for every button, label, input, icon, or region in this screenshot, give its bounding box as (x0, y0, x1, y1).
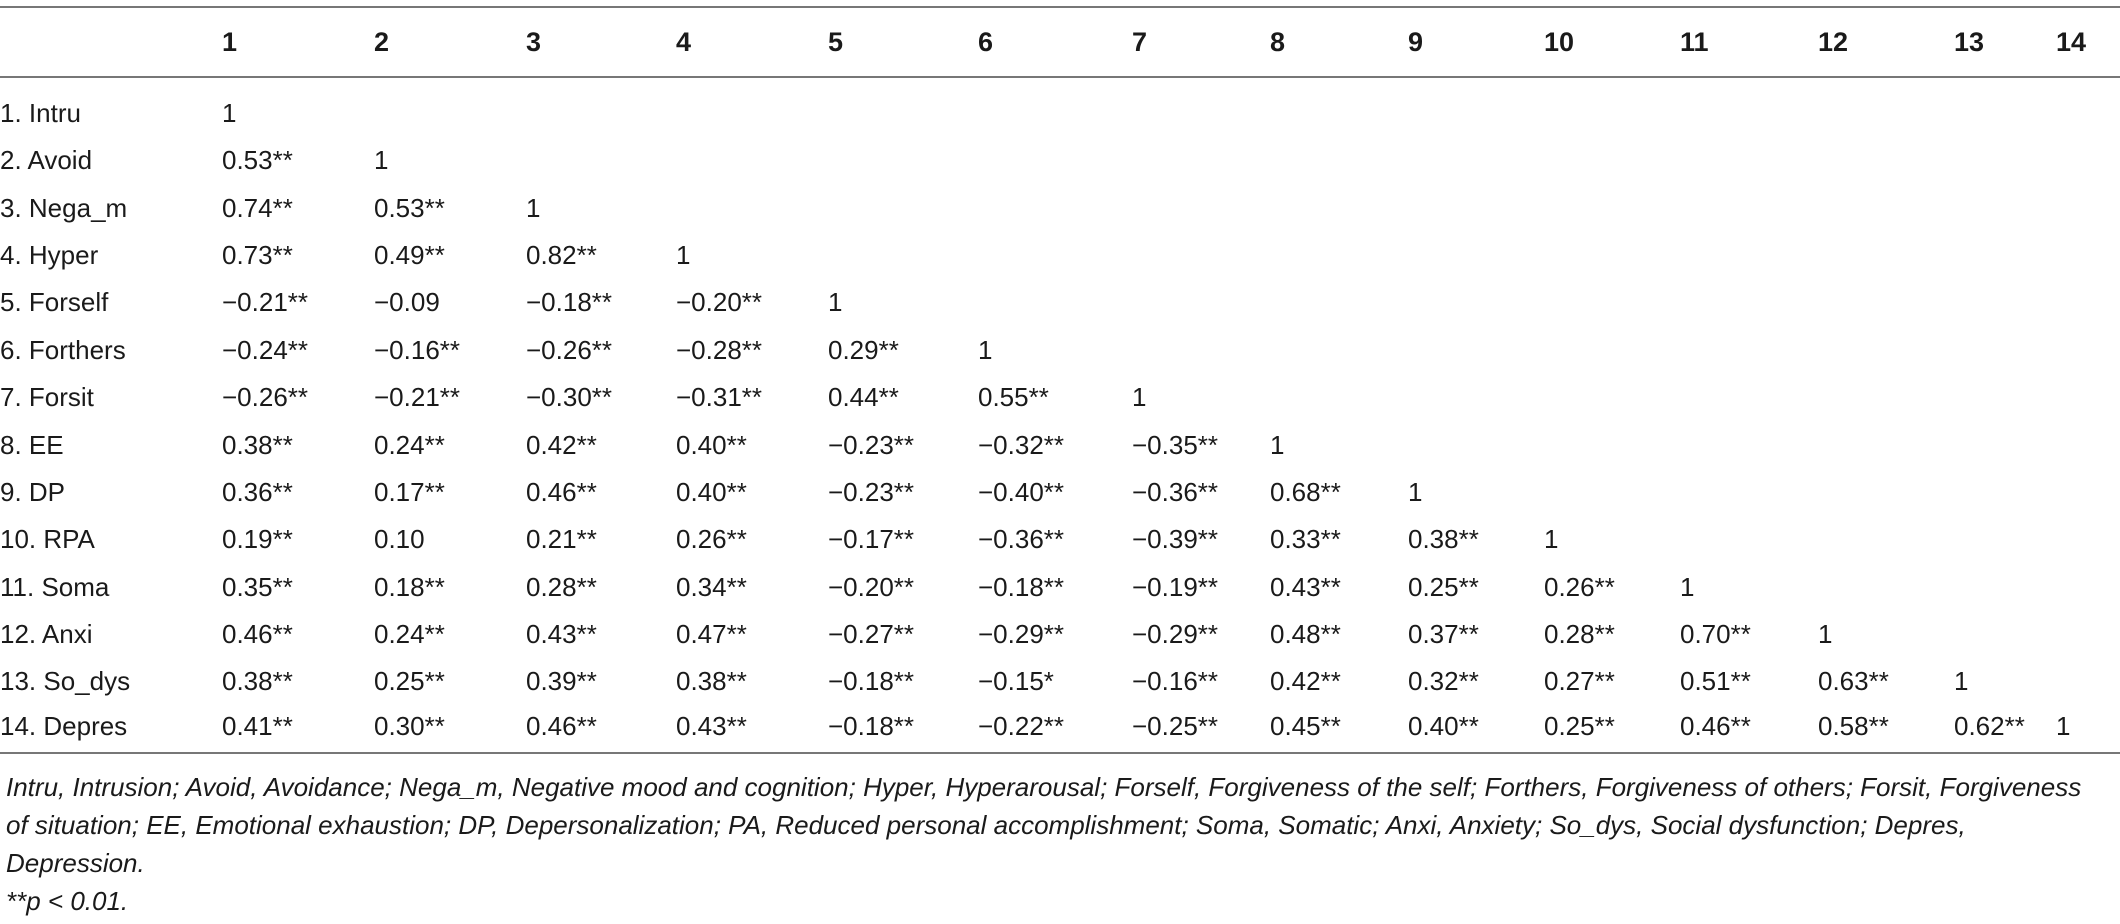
table-cell: 0.38** (676, 666, 747, 697)
table-cell: −0.18** (828, 706, 978, 753)
row-label: 6. Forthers (0, 334, 126, 365)
empty-cell (1818, 327, 1954, 374)
empty-cell (2056, 77, 2120, 137)
empty-cell (1544, 184, 1680, 231)
empty-cell (1954, 421, 2056, 468)
table-cell: 0.44** (828, 382, 899, 413)
table-cell: −0.16** (374, 334, 461, 365)
table-cell: −0.19** (1132, 571, 1219, 602)
table-cell: −0.21** (374, 382, 461, 413)
empty-cell (978, 279, 1132, 326)
empty-cell (1680, 469, 1818, 516)
empty-cell (1680, 184, 1818, 231)
correlation-table (0, 6, 2120, 754)
empty-cell (1270, 327, 1408, 374)
column-header-7: 7 (1132, 7, 1270, 77)
table-cell: 0.48** (1270, 619, 1341, 650)
empty-cell (1408, 327, 1544, 374)
table-cell: 0.40** (676, 476, 747, 507)
empty-cell (1544, 77, 1680, 137)
row-label: 2. Avoid (0, 145, 93, 176)
empty-cell (2056, 232, 2120, 279)
empty-cell (1680, 77, 1818, 137)
table-cell: −0.26** (222, 382, 309, 413)
empty-cell (1954, 77, 2056, 137)
table-cell: 0.17** (374, 476, 445, 507)
table-cell: −0.29** (978, 619, 1065, 650)
empty-cell (2056, 421, 2120, 468)
table-cell: 0.26** (1544, 571, 1615, 602)
empty-cell (1132, 327, 1270, 374)
empty-cell (1132, 184, 1270, 231)
empty-cell (1680, 137, 1818, 184)
table-cell: −0.39** (1132, 524, 1219, 555)
empty-cell (526, 77, 676, 137)
table-cell: 0.10 (374, 524, 425, 555)
empty-cell (1408, 421, 1544, 468)
column-header-4: 4 (676, 7, 828, 77)
table-row (0, 374, 2120, 421)
empty-cell (2056, 327, 2120, 374)
table-cell: 1 (1270, 429, 1285, 460)
empty-cell (1954, 279, 2056, 326)
table-cell: 0.39** (526, 666, 597, 697)
column-header-10: 10 (1544, 7, 1680, 77)
table-cell: 0.58** (1818, 706, 1954, 753)
table-body (0, 77, 2120, 753)
table-cell: −0.20** (828, 571, 915, 602)
empty-cell (1408, 374, 1544, 421)
empty-cell (1680, 327, 1818, 374)
row-label: 12. Anxi (0, 619, 93, 650)
empty-cell (1132, 137, 1270, 184)
empty-cell (2056, 374, 2120, 421)
table-cell: 0.45** (1270, 706, 1408, 753)
empty-cell (2056, 516, 2120, 563)
empty-cell (1818, 232, 1954, 279)
table-cell: 1 (2056, 706, 2120, 753)
empty-cell (676, 137, 828, 184)
empty-cell (1954, 516, 2056, 563)
empty-cell (1954, 184, 2056, 231)
table-cell: −0.22** (978, 706, 1132, 753)
table-cell: 0.26** (676, 524, 747, 555)
column-header-12: 12 (1818, 7, 1954, 77)
table-cell: 0.33** (1270, 524, 1341, 555)
empty-cell (828, 77, 978, 137)
table-cell: 1 (828, 287, 843, 318)
table-cell: −0.24** (222, 334, 309, 365)
table-row (0, 279, 2120, 326)
table-row (0, 611, 2120, 658)
empty-cell (1818, 564, 1954, 611)
empty-cell (1270, 279, 1408, 326)
empty-cell (1818, 184, 1954, 231)
empty-cell (2056, 469, 2120, 516)
empty-cell (1270, 374, 1408, 421)
empty-cell (1954, 611, 2056, 658)
column-header-8: 8 (1270, 7, 1408, 77)
column-header-14: 14 (2056, 7, 2120, 77)
table-cell: 0.70** (1680, 619, 1751, 650)
table-cell: −0.27** (828, 619, 915, 650)
header-cell-blank (0, 7, 222, 77)
table-cell: 0.25** (1408, 571, 1479, 602)
row-label: 11. Soma (0, 571, 110, 602)
row-label: 8. EE (0, 429, 64, 460)
table-cell: 0.74** (222, 192, 293, 223)
table-header (0, 7, 2120, 77)
row-label: 1. Intru (0, 98, 81, 128)
table-cell: 0.24** (374, 619, 445, 650)
table-row (0, 516, 2120, 563)
table-cell: −0.36** (1132, 476, 1219, 507)
table-row (0, 564, 2120, 611)
empty-cell (2056, 137, 2120, 184)
empty-cell (1818, 279, 1954, 326)
table-cell: 0.38** (222, 666, 293, 697)
table-row (0, 469, 2120, 516)
column-header-5: 5 (828, 7, 978, 77)
table-cell: −0.36** (978, 524, 1065, 555)
table-row (0, 184, 2120, 231)
empty-cell (1270, 232, 1408, 279)
empty-cell (1680, 374, 1818, 421)
table-cell: 0.68** (1270, 476, 1341, 507)
table-row (0, 706, 2120, 753)
empty-cell (2056, 564, 2120, 611)
header-row (0, 7, 2120, 77)
table-cell: 0.53** (374, 192, 445, 223)
row-label: 7. Forsit (0, 382, 94, 413)
table-cell: 0.43** (526, 619, 597, 650)
empty-cell (1544, 137, 1680, 184)
row-label: 10. RPA (0, 524, 95, 555)
table-cell: 0.62** (1954, 706, 2056, 753)
table-cell: −0.20** (676, 287, 763, 318)
empty-cell (1270, 137, 1408, 184)
empty-cell (1954, 137, 2056, 184)
empty-cell (1954, 232, 2056, 279)
table-cell: 0.32** (1408, 666, 1479, 697)
table-cell: −0.29** (1132, 619, 1219, 650)
table-cell: 1 (676, 239, 691, 270)
table-cell: 0.73** (222, 239, 293, 270)
empty-cell (978, 77, 1132, 137)
column-header-2: 2 (374, 7, 526, 77)
table-cell: 1 (1544, 524, 1559, 555)
table-cell: 0.28** (1544, 619, 1615, 650)
row-label: 5. Forself (0, 287, 109, 318)
empty-cell (1132, 279, 1270, 326)
table-cell: −0.23** (828, 429, 915, 460)
empty-cell (1818, 374, 1954, 421)
table-cell: −0.23** (828, 476, 915, 507)
table-row (0, 421, 2120, 468)
table-cell: 0.63** (1818, 666, 1889, 697)
empty-cell (1132, 77, 1270, 137)
table-cell: 0.38** (222, 429, 293, 460)
empty-cell (1818, 77, 1954, 137)
table-cell: 0.30** (374, 706, 526, 753)
table-cell: 1 (978, 334, 993, 365)
table-row (0, 658, 2120, 705)
empty-cell (828, 232, 978, 279)
table-cell: −0.21** (222, 287, 309, 318)
empty-cell (1818, 421, 1954, 468)
empty-cell (1544, 469, 1680, 516)
table-cell: 1 (1818, 619, 1833, 650)
table-cell: 0.47** (676, 619, 747, 650)
table-cell: −0.09 (374, 287, 440, 318)
empty-cell (1954, 564, 2056, 611)
table-row (0, 137, 2120, 184)
table-cell: 1 (222, 98, 237, 128)
empty-cell (1680, 279, 1818, 326)
table-cell: −0.18** (526, 287, 613, 318)
table-cell: 0.42** (526, 429, 597, 460)
table-cell: 0.27** (1544, 666, 1615, 697)
empty-cell (1544, 279, 1680, 326)
row-label: 9. DP (0, 476, 66, 507)
table-cell: 0.29** (828, 334, 899, 365)
column-header-9: 9 (1408, 7, 1544, 77)
table-cell: 0.55** (978, 382, 1049, 413)
table-cell: 0.21** (526, 524, 597, 555)
table-cell: −0.25** (1132, 706, 1270, 753)
empty-cell (1270, 184, 1408, 231)
table-cell: 0.46** (1680, 706, 1818, 753)
empty-cell (676, 77, 828, 137)
table-cell: 0.82** (526, 239, 597, 270)
table-cell: −0.32** (978, 429, 1065, 460)
table-cell: 0.40** (676, 429, 747, 460)
row-label: 4. Hyper (0, 239, 99, 270)
table-cell: 0.19** (222, 524, 293, 555)
empty-cell (1544, 232, 1680, 279)
table-cell: −0.31** (676, 382, 763, 413)
table-row (0, 327, 2120, 374)
significance-note: **p < 0.01. (6, 886, 129, 916)
table-cell: 1 (1680, 571, 1695, 602)
empty-cell (1954, 469, 2056, 516)
column-header-13: 13 (1954, 7, 2056, 77)
table-cell: 0.46** (526, 476, 597, 507)
empty-cell (676, 184, 828, 231)
table-row (0, 77, 2120, 137)
empty-cell (2056, 611, 2120, 658)
table-cell: 0.49** (374, 239, 445, 270)
empty-cell (978, 232, 1132, 279)
empty-cell (1680, 516, 1818, 563)
table-cell: 0.28** (526, 571, 597, 602)
empty-cell (1818, 516, 1954, 563)
empty-cell (1408, 232, 1544, 279)
table-cell: 0.34** (676, 571, 747, 602)
table-cell: 0.35** (222, 571, 293, 602)
table-cell: −0.30** (526, 382, 613, 413)
table-cell: −0.40** (978, 476, 1065, 507)
table-cell: 0.40** (1408, 706, 1544, 753)
table-cell: 0.43** (1270, 571, 1341, 602)
empty-cell (828, 184, 978, 231)
abbreviation-note: Intru, Intrusion; Avoid, Avoidance; Nega_m, Negative mood and cognition; Hyper, Hyperarousal; Forself, Forgiveness of the self; Forthers, Forgiveness of others; Forsit, Forgiveness of situation; EE, Emotional exhaustion; DP, Depersonalization; PA, Reduced personal accomplishment; Soma, Somatic; Anxi, Anxiety; So_dys, Social dysfunction; Depres, Depression. (6, 772, 2082, 878)
empty-cell (1818, 137, 1954, 184)
empty-cell (1408, 77, 1544, 137)
empty-cell (1408, 184, 1544, 231)
table-cell: −0.26** (526, 334, 613, 365)
empty-cell (2056, 658, 2120, 705)
column-header-6: 6 (978, 7, 1132, 77)
table-cell: −0.18** (978, 571, 1065, 602)
row-label: 3. Nega_m (0, 192, 128, 223)
empty-cell (1954, 374, 2056, 421)
empty-cell (526, 137, 676, 184)
table-cell: 1 (1954, 666, 1969, 697)
table-cell: −0.16** (1132, 666, 1219, 697)
table-cell: −0.17** (828, 524, 915, 555)
table-cell: 0.46** (526, 706, 676, 753)
table-cell: 0.38** (1408, 524, 1479, 555)
empty-cell (1818, 469, 1954, 516)
column-header-3: 3 (526, 7, 676, 77)
empty-cell (978, 184, 1132, 231)
empty-cell (1544, 327, 1680, 374)
empty-cell (828, 137, 978, 184)
row-label: 13. So_dys (0, 666, 131, 697)
table-cell: 1 (1132, 382, 1147, 413)
empty-cell (1680, 232, 1818, 279)
row-label: 14. Depres (0, 706, 222, 753)
table-cell: −0.35** (1132, 429, 1219, 460)
table-cell: 0.18** (374, 571, 445, 602)
table-cell: 0.53** (222, 145, 293, 176)
table-cell: 0.24** (374, 429, 445, 460)
table-cell: 1 (1408, 476, 1423, 507)
table-cell: 0.46** (222, 619, 293, 650)
table-cell: −0.15* (978, 666, 1054, 697)
table-cell: 0.25** (374, 666, 445, 697)
table-cell: 0.43** (676, 706, 828, 753)
empty-cell (1132, 232, 1270, 279)
table-row (0, 232, 2120, 279)
table-cell: 0.42** (1270, 666, 1341, 697)
table-cell: 0.37** (1408, 619, 1479, 650)
column-header-1: 1 (222, 7, 374, 77)
empty-cell (1408, 279, 1544, 326)
empty-cell (1408, 137, 1544, 184)
table-cell: −0.18** (828, 666, 915, 697)
empty-cell (1544, 374, 1680, 421)
table-cell: −0.28** (676, 334, 763, 365)
table-cell: 0.41** (222, 706, 374, 753)
table-cell: 0.51** (1680, 666, 1751, 697)
empty-cell (1270, 77, 1408, 137)
table-cell: 1 (374, 145, 389, 176)
empty-cell (978, 137, 1132, 184)
empty-cell (2056, 279, 2120, 326)
table-footnote (6, 768, 2106, 920)
empty-cell (1954, 327, 2056, 374)
empty-cell (1680, 421, 1818, 468)
empty-cell (2056, 184, 2120, 231)
empty-cell (374, 77, 526, 137)
column-header-11: 11 (1680, 7, 1818, 77)
table-cell: 0.36** (222, 476, 293, 507)
empty-cell (1544, 421, 1680, 468)
table-cell: 0.25** (1544, 706, 1680, 753)
table-cell: 1 (526, 192, 541, 223)
